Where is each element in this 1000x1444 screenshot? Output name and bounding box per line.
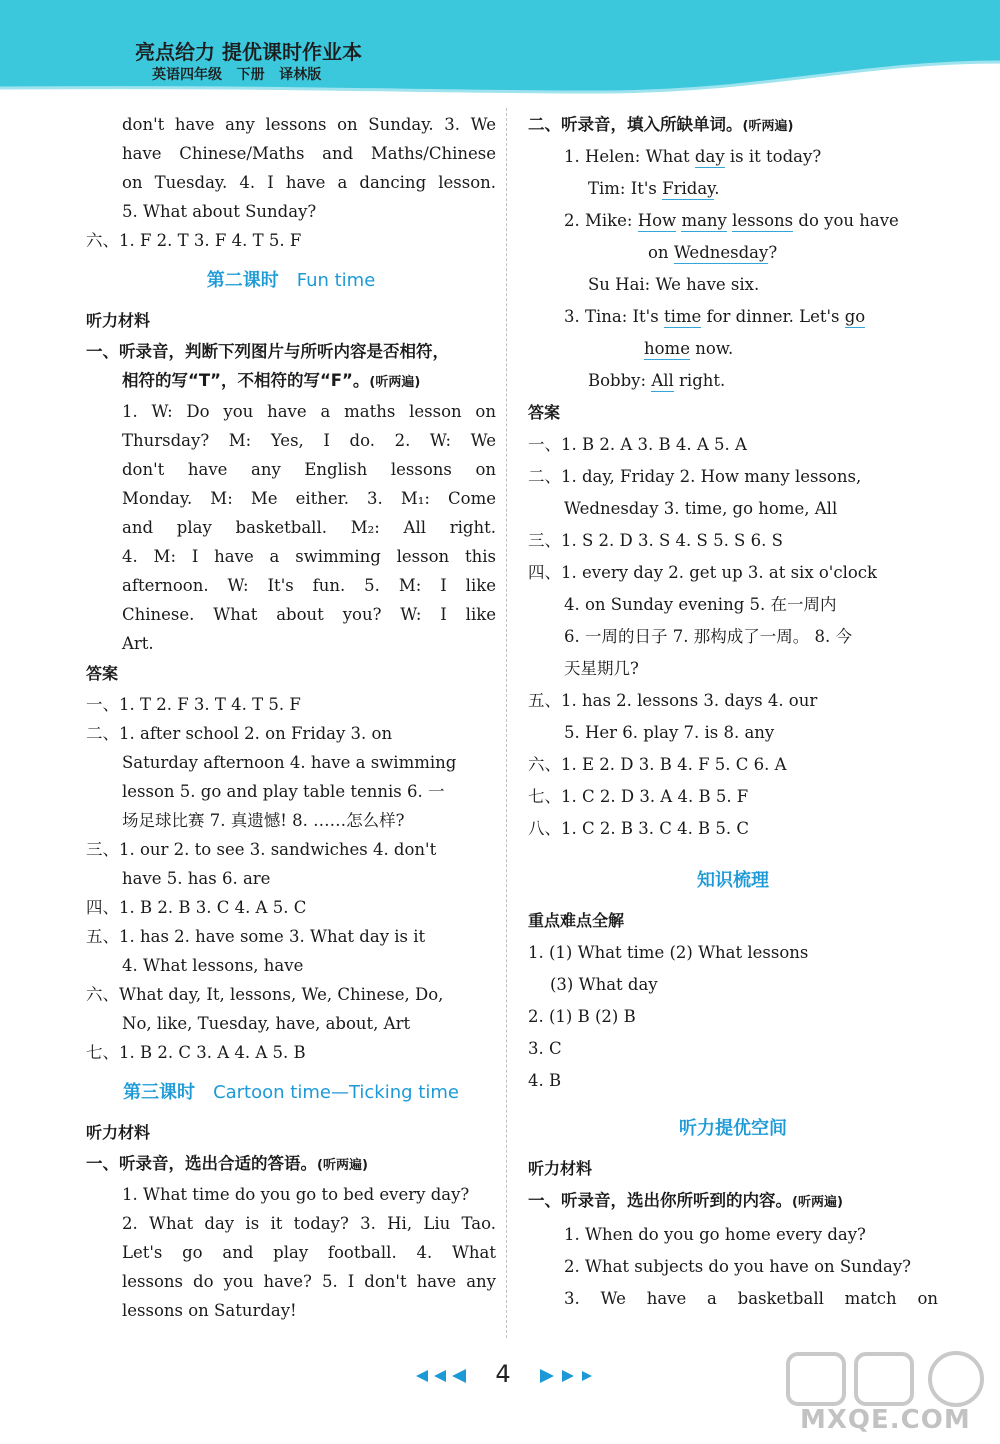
answer-text: (3) What day: [550, 975, 658, 994]
text-line: Monday. M: Me either. 3. M₁: Come: [122, 489, 496, 508]
dialogue-line: [528, 365, 938, 397]
dialogue-line: [528, 301, 938, 333]
dialogue-line: [528, 237, 938, 269]
answer-text: No, like, Tuesday, have, about, Art: [122, 1014, 411, 1033]
answer-text: Saturday afternoon 4. have a swimming: [122, 753, 457, 772]
dialogue-line: [528, 141, 938, 173]
dialogue-text: ?: [768, 243, 778, 262]
answer-number: 二、: [528, 467, 561, 486]
filled-blank: day: [694, 147, 725, 166]
answer-row: [528, 685, 938, 717]
answer-text: 5. Her 6. play 7. is 8. any: [564, 723, 775, 742]
question-heading-text: 相符的写“T”，不相符的写“F”。: [122, 371, 370, 390]
answer-number: 八、: [528, 819, 561, 838]
book-subtitle: 英语四年级 下册 译林版: [152, 67, 322, 83]
dialogue-text: 3. Tina: It's: [564, 307, 664, 326]
section-title-en: Cartoon time—Ticking time: [213, 1082, 459, 1103]
answer-text: Wednesday 3. time, go home, All: [564, 499, 838, 518]
answer-text: 2. (1) B (2) B: [528, 1007, 636, 1026]
text-line: 3. We have a basketball match on: [564, 1289, 938, 1308]
question-heading-text: 一、听录音，选出你所听到的内容。: [528, 1191, 792, 1210]
column-divider: [506, 108, 507, 1338]
answer-number: 五、: [528, 691, 561, 710]
answer-text: 4. B: [528, 1071, 562, 1090]
answer-number: 三、: [528, 531, 561, 550]
question-heading: [528, 1185, 938, 1219]
answer-number: 四、: [528, 563, 561, 582]
question-heading: 一、听录音，判断下列图片与所听内容是否相符，: [86, 342, 449, 361]
answer-text: 天星期几?: [564, 659, 639, 678]
answer-text: 场足球比赛 7. 真遗憾! 8. ……怎么样?: [122, 811, 405, 830]
section-title-en: Fun time: [296, 270, 376, 291]
answer-text: lesson 5. go and play table tennis 6. 一: [122, 782, 445, 801]
answer-number: 二、: [86, 724, 119, 743]
text-line: 1. When do you go home every day?: [564, 1225, 866, 1244]
answer-text: 3. C: [528, 1039, 562, 1058]
answer-text: 1. C 2. D 3. A 4. B 5. F: [561, 787, 749, 806]
listening-material-label: 听力材料: [86, 311, 151, 330]
text-line: Let's go and play football. 4. What: [122, 1243, 496, 1262]
section-title-cn: 听力提优空间: [679, 1118, 787, 1139]
dialogue-text: now.: [689, 339, 734, 358]
section-title-listening-space: [528, 1111, 938, 1147]
book-title: 亮点给力 提优课时作业本: [135, 40, 362, 64]
answer-text: 1. T 2. F 3. T 4. T 5. F: [119, 695, 301, 714]
answer-text: 1. E 2. D 3. B 4. F 5. C 6. A: [561, 755, 787, 774]
answer-text: 1. C 2. B 3. C 4. B 5. C: [561, 819, 750, 838]
section-title-cn: 第三课时: [123, 1082, 196, 1103]
answer-row: [528, 429, 938, 461]
answer-text: 1. has 2. lessons 3. days 4. our: [561, 691, 818, 710]
watermark-text: MXQE.COM: [800, 1405, 971, 1435]
filled-blank: How: [637, 211, 677, 230]
dialogue-text: right.: [673, 371, 726, 390]
right-column: [528, 110, 938, 1315]
filled-blank: time: [663, 307, 702, 326]
text-line: and play basketball. M₂: All right.: [122, 518, 496, 537]
text-line: 4. M: I have a swimming lesson this: [122, 547, 496, 566]
filled-blank: many: [681, 211, 727, 230]
answer-text: 4. What lessons, have: [122, 956, 304, 975]
dialogue-text: is it today?: [724, 147, 822, 166]
question-heading: [86, 366, 496, 397]
text-line: 2. What day is it today? 3. Hi, Liu Tao.: [122, 1214, 496, 1233]
answer-number: 五、: [86, 927, 119, 946]
section-title-knowledge: [528, 863, 938, 899]
dialogue-line: [528, 205, 938, 237]
dialogue-line: Su Hai: We have six.: [588, 275, 760, 294]
answer-number: 三、: [86, 840, 119, 859]
answer-row: [86, 1038, 496, 1067]
next-arrows-icon: [540, 1368, 596, 1388]
page-number: 4: [495, 1360, 511, 1388]
text-line: don't have any English lessons on: [122, 460, 496, 479]
listen-twice-note: (听两遍): [369, 375, 421, 390]
question-heading: [86, 1149, 496, 1180]
answer-row: [528, 813, 938, 845]
text-line: lessons on Saturday!: [122, 1301, 297, 1320]
text-line: don't have any lessons on Sunday. 3. We: [122, 115, 496, 134]
dialogue-line: [528, 173, 938, 205]
dialogue-text: for dinner. Let's: [701, 307, 845, 326]
answer-row: [528, 525, 938, 557]
left-column: [86, 110, 496, 1325]
answer-row: 六、1. F 2. T 3. F 4. T 5. F: [86, 231, 302, 250]
answer-row: [528, 557, 938, 589]
dialogue-text: on: [648, 243, 674, 262]
key-points-label: 重点难点全解: [528, 911, 625, 930]
answer-text: 1. B 2. B 3. C 4. A 5. C: [119, 898, 307, 917]
text-line: Chinese. What about you? W: I like: [122, 605, 496, 624]
dialogue-text: 1. Helen: What: [564, 147, 695, 166]
answer-number: 六、: [528, 755, 561, 774]
answer-row: [86, 719, 496, 748]
question-heading: [528, 110, 938, 141]
answer-row: [86, 893, 496, 922]
answer-text: 1. (1) What time (2) What lessons: [528, 943, 809, 962]
filled-blank: lessons: [732, 211, 794, 230]
section-title-lesson2: [86, 263, 496, 299]
question-heading-text: 二、听录音，填入所缺单词。: [528, 115, 743, 134]
answer-text: 1. day, Friday 2. How many lessons,: [561, 467, 862, 486]
text-line: on Tuesday. 4. I have a dancing lesson.: [122, 173, 496, 192]
answer-row: [528, 461, 938, 493]
answer-number: 一、: [86, 695, 119, 714]
dialogue-text: 2. Mike:: [564, 211, 638, 230]
text-line: 1. What time do you go to bed every day?: [122, 1185, 470, 1204]
text-line: Art.: [122, 634, 154, 653]
answer-text: 1. our 2. to see 3. sandwiches 4. don't: [119, 840, 437, 859]
section-title-lesson3: [86, 1075, 496, 1111]
answer-text: 1. every day 2. get up 3. at six o'clock: [561, 563, 878, 582]
text-line: 1. W: Do you have a maths lesson on: [122, 402, 496, 421]
question-heading-text: 一、听录音，选出合适的答语。: [86, 1154, 317, 1173]
answer-text: 1. has 2. have some 3. What day is it: [119, 927, 426, 946]
answer-row: [86, 922, 496, 951]
text-line: afternoon. W: It's fun. 5. M: I like: [122, 576, 496, 595]
answer-text: 1. after school 2. on Friday 3. on: [119, 724, 393, 743]
answer-row: [86, 835, 496, 864]
answer-text: 6. 一周的日子 7. 那构成了一周。 8. 今: [564, 627, 852, 646]
answer-number: 七、: [86, 1043, 119, 1062]
dialogue-text: Tim: It's: [588, 179, 663, 198]
answer-text: have 5. has 6. are: [122, 869, 271, 888]
answer-row: [86, 690, 496, 719]
text-line: 2. What subjects do you have on Sunday?: [564, 1257, 911, 1276]
answer-text: 1. B 2. A 3. B 4. A 5. A: [561, 435, 747, 454]
listen-twice-note: (听两遍): [742, 119, 794, 134]
answer-row: [528, 749, 938, 781]
answer-text: 4. on Sunday evening 5. 在一周内: [564, 595, 837, 614]
text-line: 5. What about Sunday?: [122, 202, 317, 221]
section-title-cn: 第二课时: [206, 270, 279, 291]
listening-material-label: 听力材料: [528, 1159, 593, 1178]
dialogue-line: [528, 333, 938, 365]
text-line: lessons do you have? 5. I don't have any: [122, 1272, 496, 1291]
answer-number: 七、: [528, 787, 561, 806]
filled-blank: home: [644, 339, 690, 358]
answers-label: 答案: [86, 664, 119, 683]
answer-number: 一、: [528, 435, 561, 454]
filled-blank: All: [651, 371, 674, 390]
dialogue-text: Bobby:: [588, 371, 652, 390]
answer-text: 1. S 2. D 3. S 4. S 5. S 6. S: [561, 531, 783, 550]
filled-blank: Wednesday: [673, 243, 769, 262]
section-title-cn: 知识梳理: [697, 870, 769, 891]
answer-text: What day, It, lessons, We, Chinese, Do,: [119, 985, 444, 1004]
prev-arrows-icon: [414, 1368, 470, 1388]
listen-twice-note: (听两遍): [317, 1158, 368, 1173]
text-line: have Chinese/Maths and Maths/Chinese: [122, 144, 496, 163]
filled-blank: go: [844, 307, 866, 326]
filled-blank: Friday: [662, 179, 715, 198]
dialogue-text: do you have: [793, 211, 899, 230]
answer-number: 四、: [86, 898, 119, 917]
answers-label: 答案: [528, 403, 561, 422]
answer-row: [86, 980, 496, 1009]
answer-text: 1. B 2. C 3. A 4. A 5. B: [119, 1043, 306, 1062]
dialogue-text: .: [714, 179, 720, 198]
listen-twice-note: (听两遍): [792, 1195, 843, 1210]
page-header: [0, 0, 1000, 100]
answer-number: 六、: [86, 985, 119, 1004]
text-line: Thursday? M: Yes, I do. 2. W: We: [122, 431, 496, 450]
answer-row: [528, 781, 938, 813]
listening-material-label: 听力材料: [86, 1123, 151, 1142]
